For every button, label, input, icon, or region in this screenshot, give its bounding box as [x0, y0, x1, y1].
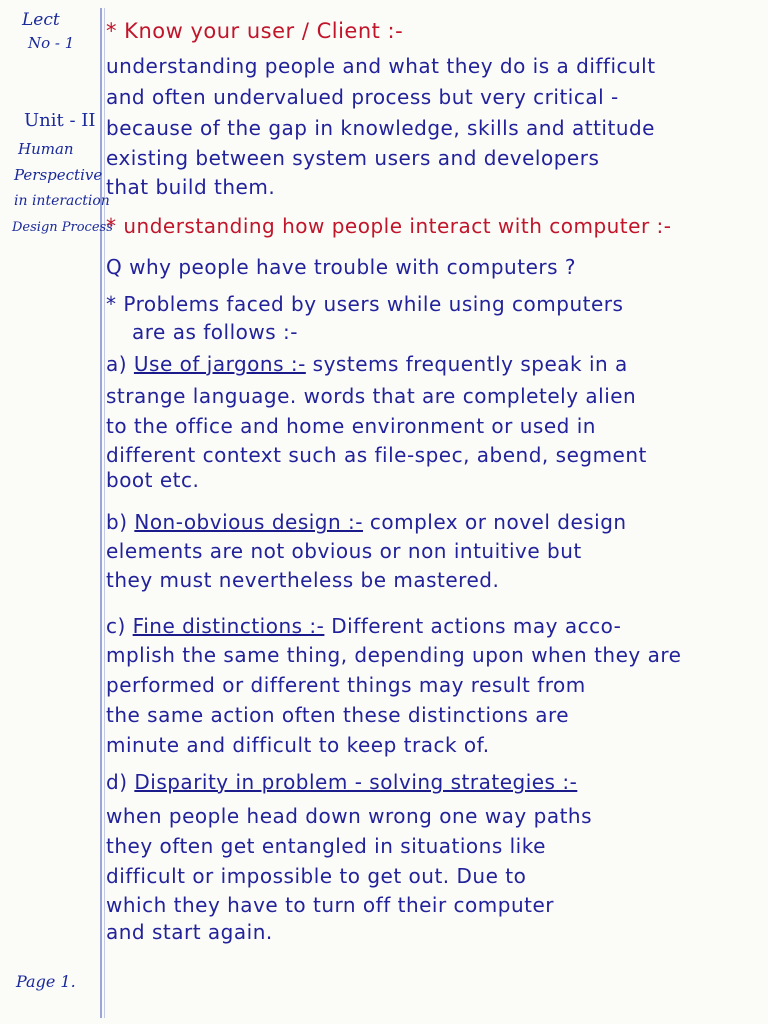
section-heading-know-your-user: * Know your user / Client :- [106, 19, 404, 43]
point-text: systems frequently speak in a [305, 352, 628, 376]
point-c-line [106, 614, 621, 638]
body-line: minute and difficult to keep track of. [106, 733, 490, 757]
body-line: existing between system users and developers [106, 146, 600, 170]
point-heading: Use of jargons :- [133, 352, 306, 376]
body-line: the same action often these distinctions are [106, 703, 570, 727]
point-d-line [106, 770, 577, 794]
point-heading: Non-obvious design :- [134, 510, 363, 534]
unit-subject-line-4: Design Process [12, 220, 113, 235]
margin-rule-inner [104, 8, 105, 1018]
point-label: c) [106, 614, 133, 638]
body-line: they must nevertheless be mastered. [106, 568, 500, 592]
body-line: performed or different things may result from [106, 673, 586, 697]
body-line: boot etc. [106, 468, 200, 492]
page-number: Page 1. [16, 972, 76, 991]
body-line: when people head down wrong one way paths [106, 804, 593, 828]
body-line: that build them. [106, 175, 276, 199]
point-text: Different actions may acco- [324, 614, 622, 638]
lect-number: No - 1 [28, 34, 75, 52]
body-line: difficult or impossible to get out. Due to [106, 864, 527, 888]
section-heading-interaction: * understanding how people interact with computer :- [106, 214, 672, 238]
point-heading: Fine distinctions :- [132, 614, 325, 638]
body-line: and often undervalued process but very critical - [106, 85, 619, 109]
body-line: they often get entangled in situations like [106, 834, 546, 858]
body-line: different context such as file-spec, abend, segment [106, 443, 647, 467]
body-line: * Problems faced by users while using computers [106, 292, 624, 316]
question-line: Q why people have trouble with computers ? [106, 255, 576, 279]
body-line: because of the gap in knowledge, skills and attitude [106, 116, 655, 140]
unit-subject-line-1: Human [18, 140, 74, 158]
body-line: and start again. [106, 920, 273, 944]
lect-label: Lect [22, 10, 60, 30]
point-label: a) [106, 352, 134, 376]
body-line: which they have to turn off their computer [106, 893, 555, 917]
body-line: elements are not obvious or non intuitive but [106, 539, 582, 563]
point-label: d) [106, 770, 135, 794]
point-label: b) [106, 510, 135, 534]
unit-subject-line-2: Perspective [14, 166, 103, 184]
point-heading: Disparity in problem - solving strategies :- [134, 770, 578, 794]
body-line: to the office and home environment or used in [106, 414, 596, 438]
body-line: understanding people and what they do is a difficult [106, 54, 656, 78]
unit-label: Unit - II [24, 110, 96, 131]
point-text: complex or novel design [363, 510, 627, 534]
margin-rule [100, 8, 102, 1018]
point-b-line [106, 510, 627, 534]
point-a-line [106, 352, 628, 376]
body-line: strange language. words that are completely alien [106, 384, 637, 408]
unit-subject-line-3: in interaction [14, 193, 110, 209]
body-line: mplish the same thing, depending upon when they are [106, 643, 682, 667]
body-line: are as follows :- [132, 320, 298, 344]
